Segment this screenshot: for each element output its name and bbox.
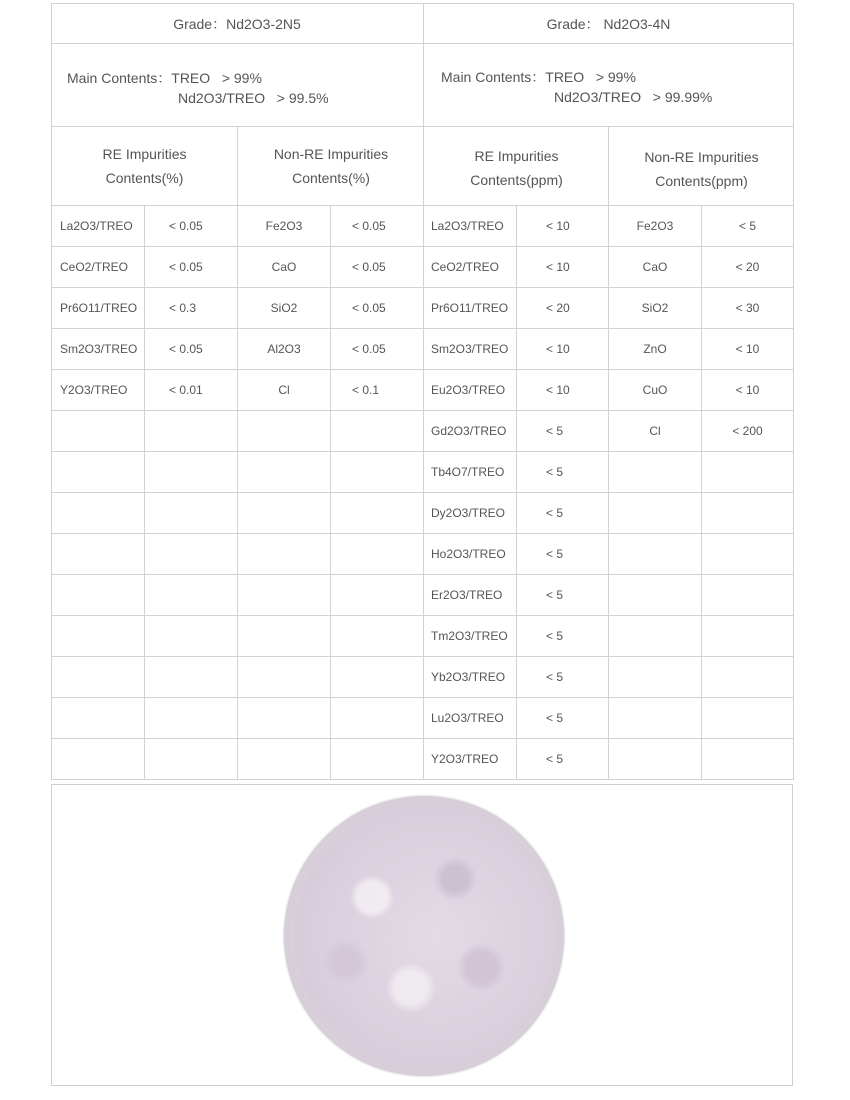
nonre-impurity-name-2n5: SiO2	[270, 301, 298, 315]
re-impurity-value-4n: < 10	[546, 342, 570, 356]
grade-2n5-main-nd2o3: Nd2O3/TREO > 99.5%	[178, 90, 329, 106]
nonre-impurity-value-4n: < 5	[738, 219, 756, 233]
re-impurity-name-2n5: Sm2O3/TREO	[60, 342, 138, 356]
nonre-impurity-name-2n5: Fe2O3	[265, 219, 303, 233]
nonre-impurities-header-4n: Non-RE Impurities Contents(ppm)	[644, 149, 759, 189]
grade-2n5-title: Grade：Nd2O3-2N5	[173, 16, 301, 32]
nonre-impurity-name-4n: SiO2	[641, 301, 669, 315]
re-impurity-value-4n: < 10	[546, 383, 570, 397]
re-impurity-name-2n5: La2O3/TREO	[60, 219, 133, 233]
re-impurity-name-4n: Yb2O3/TREO	[431, 670, 506, 684]
re-impurities-header-2n5: RE Impurities Contents(%)	[102, 146, 187, 186]
nonre-impurity-name-4n: CuO	[642, 383, 668, 397]
nonre-impurity-value-4n: < 10	[735, 383, 760, 397]
nonre-impurity-value-2n5: < 0.05	[352, 342, 386, 356]
re-impurity-value-4n: < 5	[546, 424, 564, 438]
re-impurity-name-4n: Eu2O3/TREO	[431, 383, 506, 397]
re-impurity-value-4n: < 5	[546, 670, 564, 684]
nonre-impurity-name-2n5: CaO	[271, 260, 297, 274]
re-impurity-name-4n: Dy2O3/TREO	[431, 506, 506, 520]
re-impurity-value-2n5: < 0.05	[169, 260, 203, 274]
re-impurity-value-4n: < 10	[546, 260, 570, 274]
re-impurity-name-4n: Tm2O3/TREO	[431, 629, 508, 643]
re-impurity-value-2n5: < 0.01	[169, 383, 203, 397]
nonre-impurity-value-2n5: < 0.05	[352, 260, 386, 274]
re-impurity-value-4n: < 5	[546, 752, 564, 766]
re-impurity-value-2n5: < 0.3	[169, 301, 197, 315]
nonre-impurity-value-2n5: < 0.05	[352, 301, 386, 315]
re-impurity-value-4n: < 5	[546, 547, 564, 561]
nonre-impurity-value-4n: < 10	[735, 342, 760, 356]
nonre-impurity-name-2n5: Cl	[278, 383, 290, 397]
re-impurity-value-4n: < 5	[546, 588, 564, 602]
nonre-impurity-name-2n5: Al2O3	[267, 342, 301, 356]
re-impurity-name-4n: Tb4O7/TREO	[431, 465, 505, 479]
re-impurity-name-4n: CeO2/TREO	[431, 260, 500, 274]
nonre-impurity-name-4n: CaO	[642, 260, 668, 274]
re-impurity-value-2n5: < 0.05	[169, 219, 203, 233]
re-impurity-name-4n: Gd2O3/TREO	[431, 424, 507, 438]
nonre-impurity-value-4n: < 20	[735, 260, 760, 274]
re-impurity-value-4n: < 20	[546, 301, 570, 315]
re-impurity-name-4n: Pr6O11/TREO	[431, 301, 509, 315]
nonre-impurity-value-4n: < 30	[735, 301, 760, 315]
grade-4n-main-nd2o3: Nd2O3/TREO > 99.99%	[554, 89, 713, 105]
re-impurity-name-4n: Sm2O3/TREO	[431, 342, 509, 356]
re-impurity-value-4n: < 5	[546, 465, 564, 479]
re-impurities-header-4n: RE Impurities Contents(ppm)	[470, 148, 563, 188]
re-impurity-value-4n: < 5	[546, 711, 564, 725]
re-impurity-value-4n: < 10	[546, 219, 570, 233]
grade-4n-title: Grade： Nd2O3-4N	[546, 16, 671, 32]
neodymium-oxide-powder	[294, 806, 554, 1066]
nonre-impurity-name-4n: ZnO	[643, 342, 667, 356]
nonre-impurities-header-2n5: Non-RE Impurities Contents(%)	[273, 146, 389, 186]
grade-2n5-main-treo: Main Contents：TREO > 99%	[67, 70, 262, 86]
re-impurity-name-2n5: CeO2/TREO	[60, 260, 129, 274]
grade-4n-main-treo: Main Contents：TREO > 99%	[441, 69, 636, 85]
nonre-impurity-name-4n: Cl	[649, 424, 661, 438]
nonre-impurity-value-2n5: < 0.1	[352, 383, 380, 397]
re-impurity-value-4n: < 5	[546, 629, 564, 643]
nonre-impurity-name-4n: Fe2O3	[636, 219, 674, 233]
re-impurity-name-4n: Ho2O3/TREO	[431, 547, 506, 561]
re-impurity-name-4n: Lu2O3/TREO	[431, 711, 504, 725]
nonre-impurity-value-2n5: < 0.05	[352, 219, 386, 233]
nonre-impurity-value-4n: < 200	[732, 424, 763, 438]
re-impurity-value-4n: < 5	[546, 506, 564, 520]
re-impurity-name-2n5: Y2O3/TREO	[60, 383, 128, 397]
re-impurity-value-2n5: < 0.05	[169, 342, 203, 356]
product-photo-frame	[51, 784, 793, 1086]
powder-dish-photo	[284, 796, 564, 1076]
re-impurity-name-4n: Er2O3/TREO	[431, 588, 503, 602]
re-impurity-name-2n5: Pr6O11/TREO	[60, 301, 138, 315]
re-impurity-name-4n: La2O3/TREO	[431, 219, 504, 233]
re-impurity-name-4n: Y2O3/TREO	[431, 752, 499, 766]
